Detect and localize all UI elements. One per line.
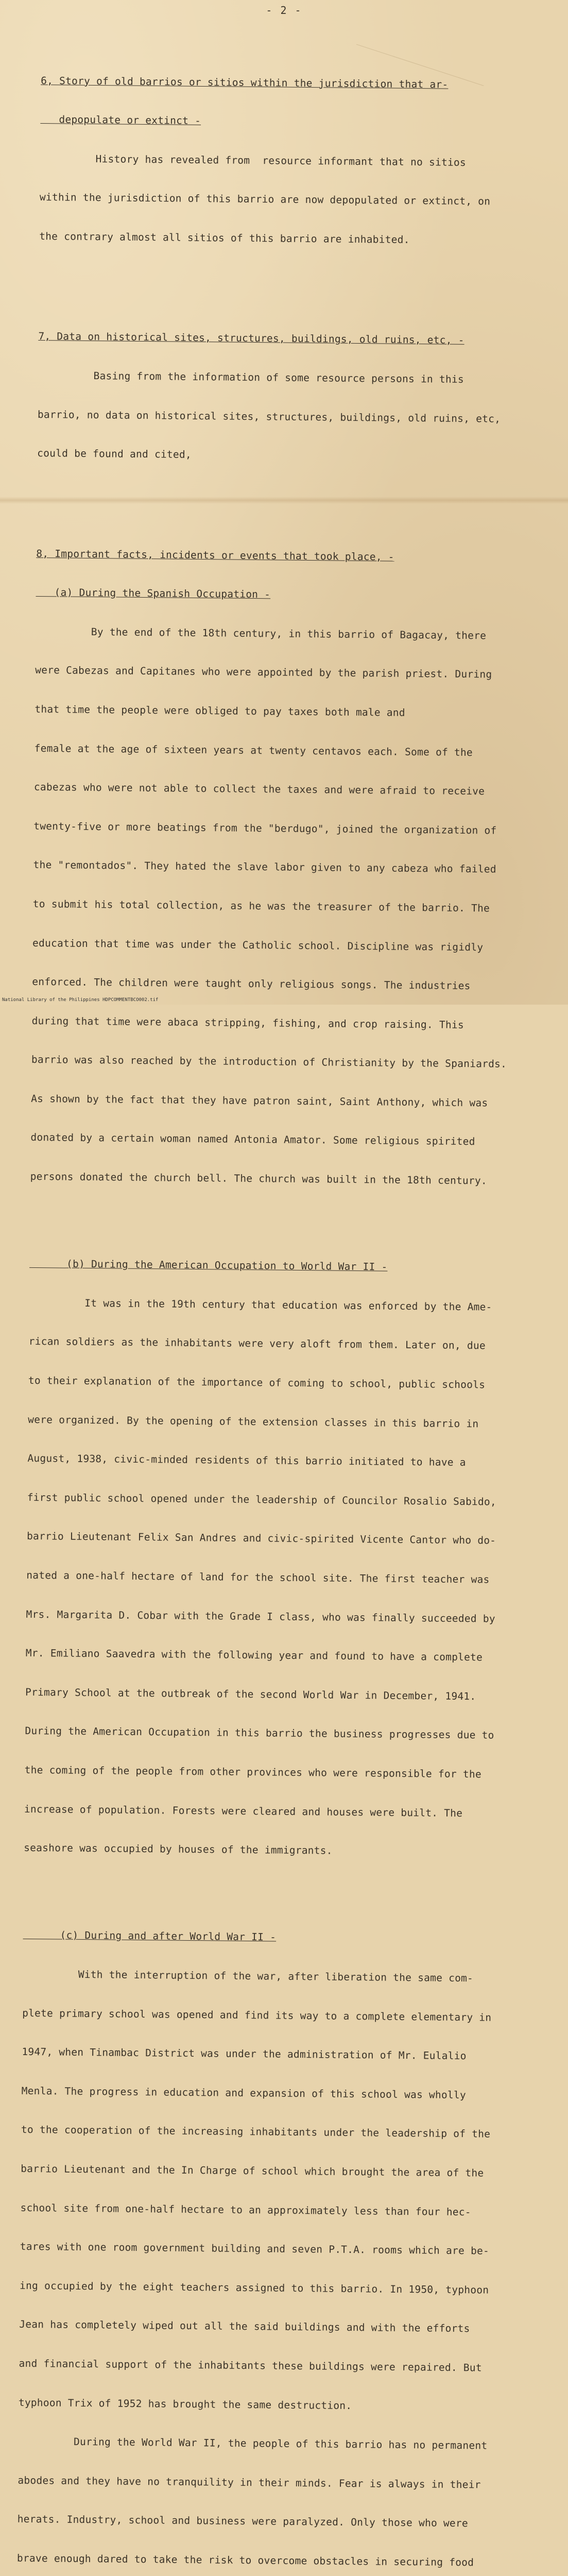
- subsection-a-line: By the end of the 18th century, in this barrio of Bagacay, there: [35, 625, 487, 642]
- subsection-c-line: With the interruption of the war, after liberation the same com-: [22, 1968, 474, 1985]
- subsection-c-line: ing occupied by the eight teachers assigned to this barrio. In 1950, typhoon: [19, 2279, 489, 2296]
- subsection-c-line: During the World War II, the people of this barrio has no permanent: [18, 2435, 488, 2452]
- subsection-b-line: were organized. By the opening of the extension classes in this barrio in: [28, 1413, 479, 1430]
- subsection-c-line: typhoon Trix of 1952 has brought the same destruction.: [18, 2396, 352, 2412]
- scan-footer: National Library of the Philippines HDPCOMMENTBCO002.tif: [2, 997, 159, 1003]
- subsection-a-line: that time the people were obliged to pay taxes both male and: [35, 703, 405, 719]
- subsection-b-line: August, 1938, civic-minded residents of this barrio initiated to have a: [27, 1452, 466, 1469]
- subsection-a-line: donated by a certain woman named Antonia Amator. Some religious spirited: [30, 1131, 475, 1148]
- section-7-line: Basing from the information of some resource persons in this: [38, 369, 464, 385]
- subsection-a-line: during that time were abaca stripping, fishing, and crop raising. This: [31, 1014, 464, 1031]
- subsection-a-line: twenty-five or more beatings from the "berdugo", joined the organization of: [33, 820, 497, 837]
- subsection-a-line: enforced. The children were taught only religious songs. The industries: [32, 976, 471, 992]
- subsection-c-line: barrio Lieutenant and the In Charge of school which brought the area of the: [21, 2162, 484, 2179]
- subsection-c-line: Menla. The progress in education and expansion of this school was wholly: [21, 2084, 467, 2101]
- subsection-b-line: increase of population. Forests were cleared and houses were built. The: [24, 1803, 463, 1819]
- section-6-line: within the jurisdiction of this barrio are now depopulated or extinct, on: [39, 191, 491, 208]
- subsection-b-line: barrio Lieutenant Felix San Andres and civic-spirited Vicente Cantor who do-: [26, 1530, 496, 1547]
- subsection-a-line: the "remontados". They hated the slave labor given to any cabeza who failed: [33, 859, 496, 875]
- section-6-line: History has revealed from resource informant that no sitios: [40, 152, 467, 168]
- section-8-heading: 8, Important facts, incidents or events that took place, -: [36, 547, 394, 563]
- subsection-a-line: female at the age of sixteen years at twenty centavos each. Some of the: [34, 742, 473, 758]
- subsection-c-line: abodes and they have no tranquility in their minds. Fear is always in their: [18, 2474, 481, 2491]
- section-7-heading: 7, Data on historical sites, structures, buildings, old ruins, etc, -: [38, 330, 464, 347]
- section-7-line: could be found and cited,: [37, 447, 192, 461]
- subsection-a-line: persons donated the church bell. The church was built in the 18th century.: [30, 1170, 488, 1187]
- subsection-c-line: plete primary school was opened and find its way to a complete elementary in: [22, 2007, 492, 2024]
- subsection-b-line: seashore was occupied by houses of the immigrants.: [24, 1842, 333, 1857]
- page-number: - 2 -: [266, 4, 302, 16]
- document-body: [15, 35, 550, 2576]
- subsection-a-line: barrio was also reached by the introduction of Christianity by the Spaniards.: [31, 1054, 507, 1071]
- subsection-b-line: Mr. Emiliano Saavedra with the following year and found to have a complete: [25, 1647, 483, 1664]
- subsection-b-line: During the American Occupation in this barrio the business progresses due to: [25, 1725, 494, 1742]
- section-6-line: the contrary almost all sitios of this barrio are inhabited.: [39, 230, 410, 246]
- subsection-b-line: Mrs. Margarita D. Cobar with the Grade I class, who was finally succeeded by: [26, 1608, 495, 1625]
- subsection-a-line: cabezas who were not able to collect the taxes and were afraid to receive: [33, 781, 485, 798]
- subsection-b-line: It was in the 19th century that education was enforced by the Ame-: [29, 1296, 492, 1313]
- subsection-b-line: Primary School at the outbreak of the second World War in December, 1941.: [25, 1686, 476, 1703]
- section-6-heading-cont: depopulate or extinct -: [40, 113, 201, 127]
- subsection-c-line: 1947, when Tinambac District was under the administration of Mr. Eulalio: [22, 2045, 467, 2062]
- subsection-c-line: to the cooperation of the increasing inhabitants under the leadership of the: [21, 2124, 491, 2140]
- subsection-a-line: were Cabezas and Capitanes who were appointed by the parish priest. During: [35, 664, 492, 681]
- subsection-b-line: to their explanation of the importance of coming to school, public schools: [28, 1374, 486, 1391]
- section-7-line: barrio, no data on historical sites, structures, buildings, old ruins, etc,: [37, 408, 501, 425]
- subsection-b-line: first public school opened under the leadership of Councilor Rosalio Sabido,: [27, 1491, 497, 1508]
- subsection-c-line: and financial support of the inhabitants these buildings were repaired. But: [19, 2357, 482, 2374]
- subsection-c-line: herats. Industry, school and business were paralyzed. Only those who were: [17, 2513, 469, 2530]
- subsection-c-heading: (c) During and after World War II -: [23, 1929, 277, 1943]
- subsection-b-line: the coming of the people from other provinces who were responsible for the: [24, 1764, 482, 1781]
- subsection-b-heading: (b) During the American Occupation to World War II -: [29, 1258, 388, 1273]
- subsection-b-line: rican soldiers as the inhabitants were very aloft from them. Later on, due: [28, 1335, 486, 1352]
- subsection-c-line: Jean has completely wiped out all the said buildings and with the efforts: [19, 2318, 470, 2335]
- subsection-b-line: nated a one-half hectare of land for the school site. The first teacher was: [26, 1569, 490, 1586]
- section-6-heading: 6, Story of old barrios or sitios within the jurisdiction that ar-: [41, 74, 449, 91]
- subsection-c-line: school site from one-half hectare to an approximately less than four hec-: [20, 2201, 471, 2218]
- subsection-a-line: As shown by the fact that they have patron saint, Saint Anthony, which was: [31, 1092, 488, 1109]
- subsection-a-line: education that time was under the Catholic school. Discipline was rigidly: [32, 937, 484, 953]
- subsection-c-line: brave enough dared to take the risk to overcome obstacles in securing food: [16, 2552, 474, 2569]
- subsection-c-line: tares with one room government building and seven P.T.A. rooms which are be-: [20, 2240, 490, 2257]
- subsection-a-line: to submit his total collection, as he was the treasurer of the barrio. The: [32, 897, 490, 914]
- subsection-a-heading: (a) During the Spanish Occupation -: [36, 586, 271, 601]
